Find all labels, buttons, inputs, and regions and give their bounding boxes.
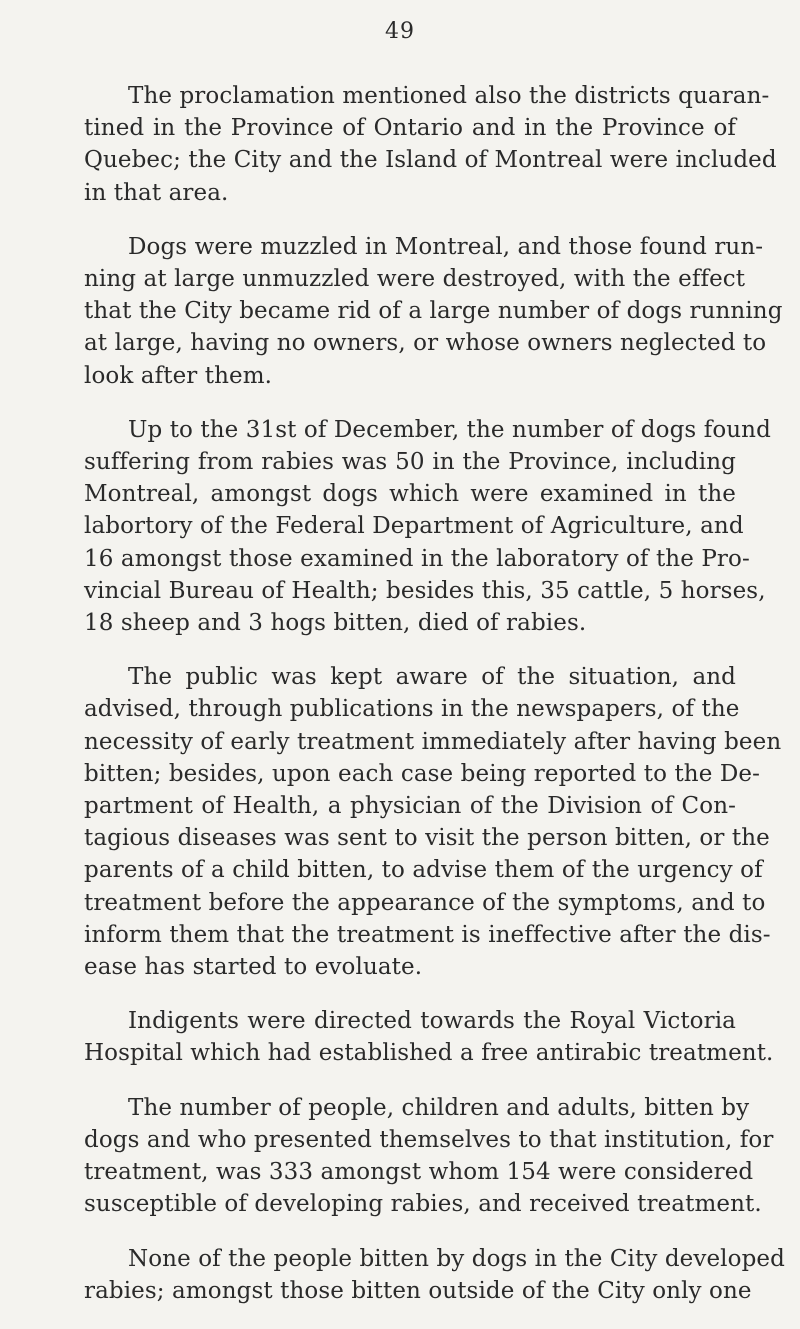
text-line: treatment before the appearance of the symptoms, and to bbox=[84, 889, 766, 916]
text-line: susceptible of developing rabies, and received treatment. bbox=[84, 1191, 762, 1218]
text-line: The public was kept aware of the situation, and bbox=[128, 664, 736, 691]
paragraph-rabies-counts bbox=[84, 414, 771, 639]
paragraph-indigents bbox=[84, 1005, 774, 1069]
text-line: tagious diseases was sent to visit the person bitten, or the bbox=[84, 825, 770, 852]
text-line: advised, through publications in the newspapers, of the bbox=[84, 696, 740, 723]
text-line: Quebec; the City and the Island of Montreal were included bbox=[84, 147, 777, 174]
text-line: 18 sheep and 3 hogs bitten, died of rabies. bbox=[84, 610, 587, 637]
text-line: parents of a child bitten, to advise them of the urgency of bbox=[84, 857, 763, 884]
text-line: The proclamation mentioned also the districts quaran- bbox=[128, 83, 770, 109]
paragraph-dogs-muzzled bbox=[84, 231, 783, 392]
text-line: Up to the 31st of December, the number of dogs found bbox=[128, 416, 771, 443]
text-line: labortory of the Federal Department of Agriculture, and bbox=[84, 513, 744, 540]
paragraph-proclamation bbox=[84, 80, 777, 209]
text-line: that the City became rid of a large number of dogs running bbox=[84, 298, 783, 325]
text-line: inform them that the treatment is ineffective after the dis- bbox=[84, 921, 771, 948]
text-line: tined in the Province of Ontario and in the Province of bbox=[84, 115, 736, 142]
text-line: rabies; amongst those bitten outside of the City only one bbox=[84, 1277, 752, 1304]
text-line: The number of people, children and adults, bitten by bbox=[128, 1094, 750, 1121]
text-line: Dogs were muzzled in Montreal, and those found run- bbox=[128, 233, 764, 260]
text-line: in that area. bbox=[84, 179, 229, 206]
page-number: 49 bbox=[385, 19, 415, 44]
text-line: Montreal, amongst dogs which were examined in the bbox=[84, 481, 736, 508]
text-line: Indigents were directed towards the Royal Victoria bbox=[128, 1008, 736, 1035]
text-line: partment of Health, a physician of the Division of Con- bbox=[84, 793, 736, 820]
text-line: Hospital which had established a free antirabic treatment. bbox=[84, 1040, 774, 1067]
paragraph-none-developed bbox=[84, 1243, 785, 1307]
paragraph-public-awareness bbox=[84, 661, 782, 983]
text-line: treatment, was 333 amongst whom 154 were considered bbox=[84, 1159, 754, 1186]
text-line: vincial Bureau of Health; besides this, 35 cattle, 5 horses, bbox=[84, 577, 766, 604]
text-line: ease has started to evoluate. bbox=[84, 954, 423, 981]
text-line: 16 amongst those examined in the laboratory of the Pro- bbox=[84, 545, 750, 572]
text-line: dogs and who presented themselves to that institution, for bbox=[84, 1126, 774, 1153]
text-line: at large, having no owners, or whose owners neglected to bbox=[84, 330, 767, 357]
paragraph-people-bitten bbox=[84, 1092, 774, 1221]
text-line: necessity of early treatment immediately after having been bbox=[84, 728, 782, 755]
text-line: look after them. bbox=[84, 362, 273, 389]
text-line: suffering from rabies was 50 in the Province, including bbox=[84, 449, 736, 476]
text-line: ning at large unmuzzled were destroyed, with the effect bbox=[84, 266, 746, 293]
body-text bbox=[84, 80, 785, 1329]
text-line: None of the people bitten by dogs in the City developed bbox=[128, 1245, 785, 1272]
text-line: bitten; besides, upon each case being reported to the De- bbox=[84, 760, 760, 787]
